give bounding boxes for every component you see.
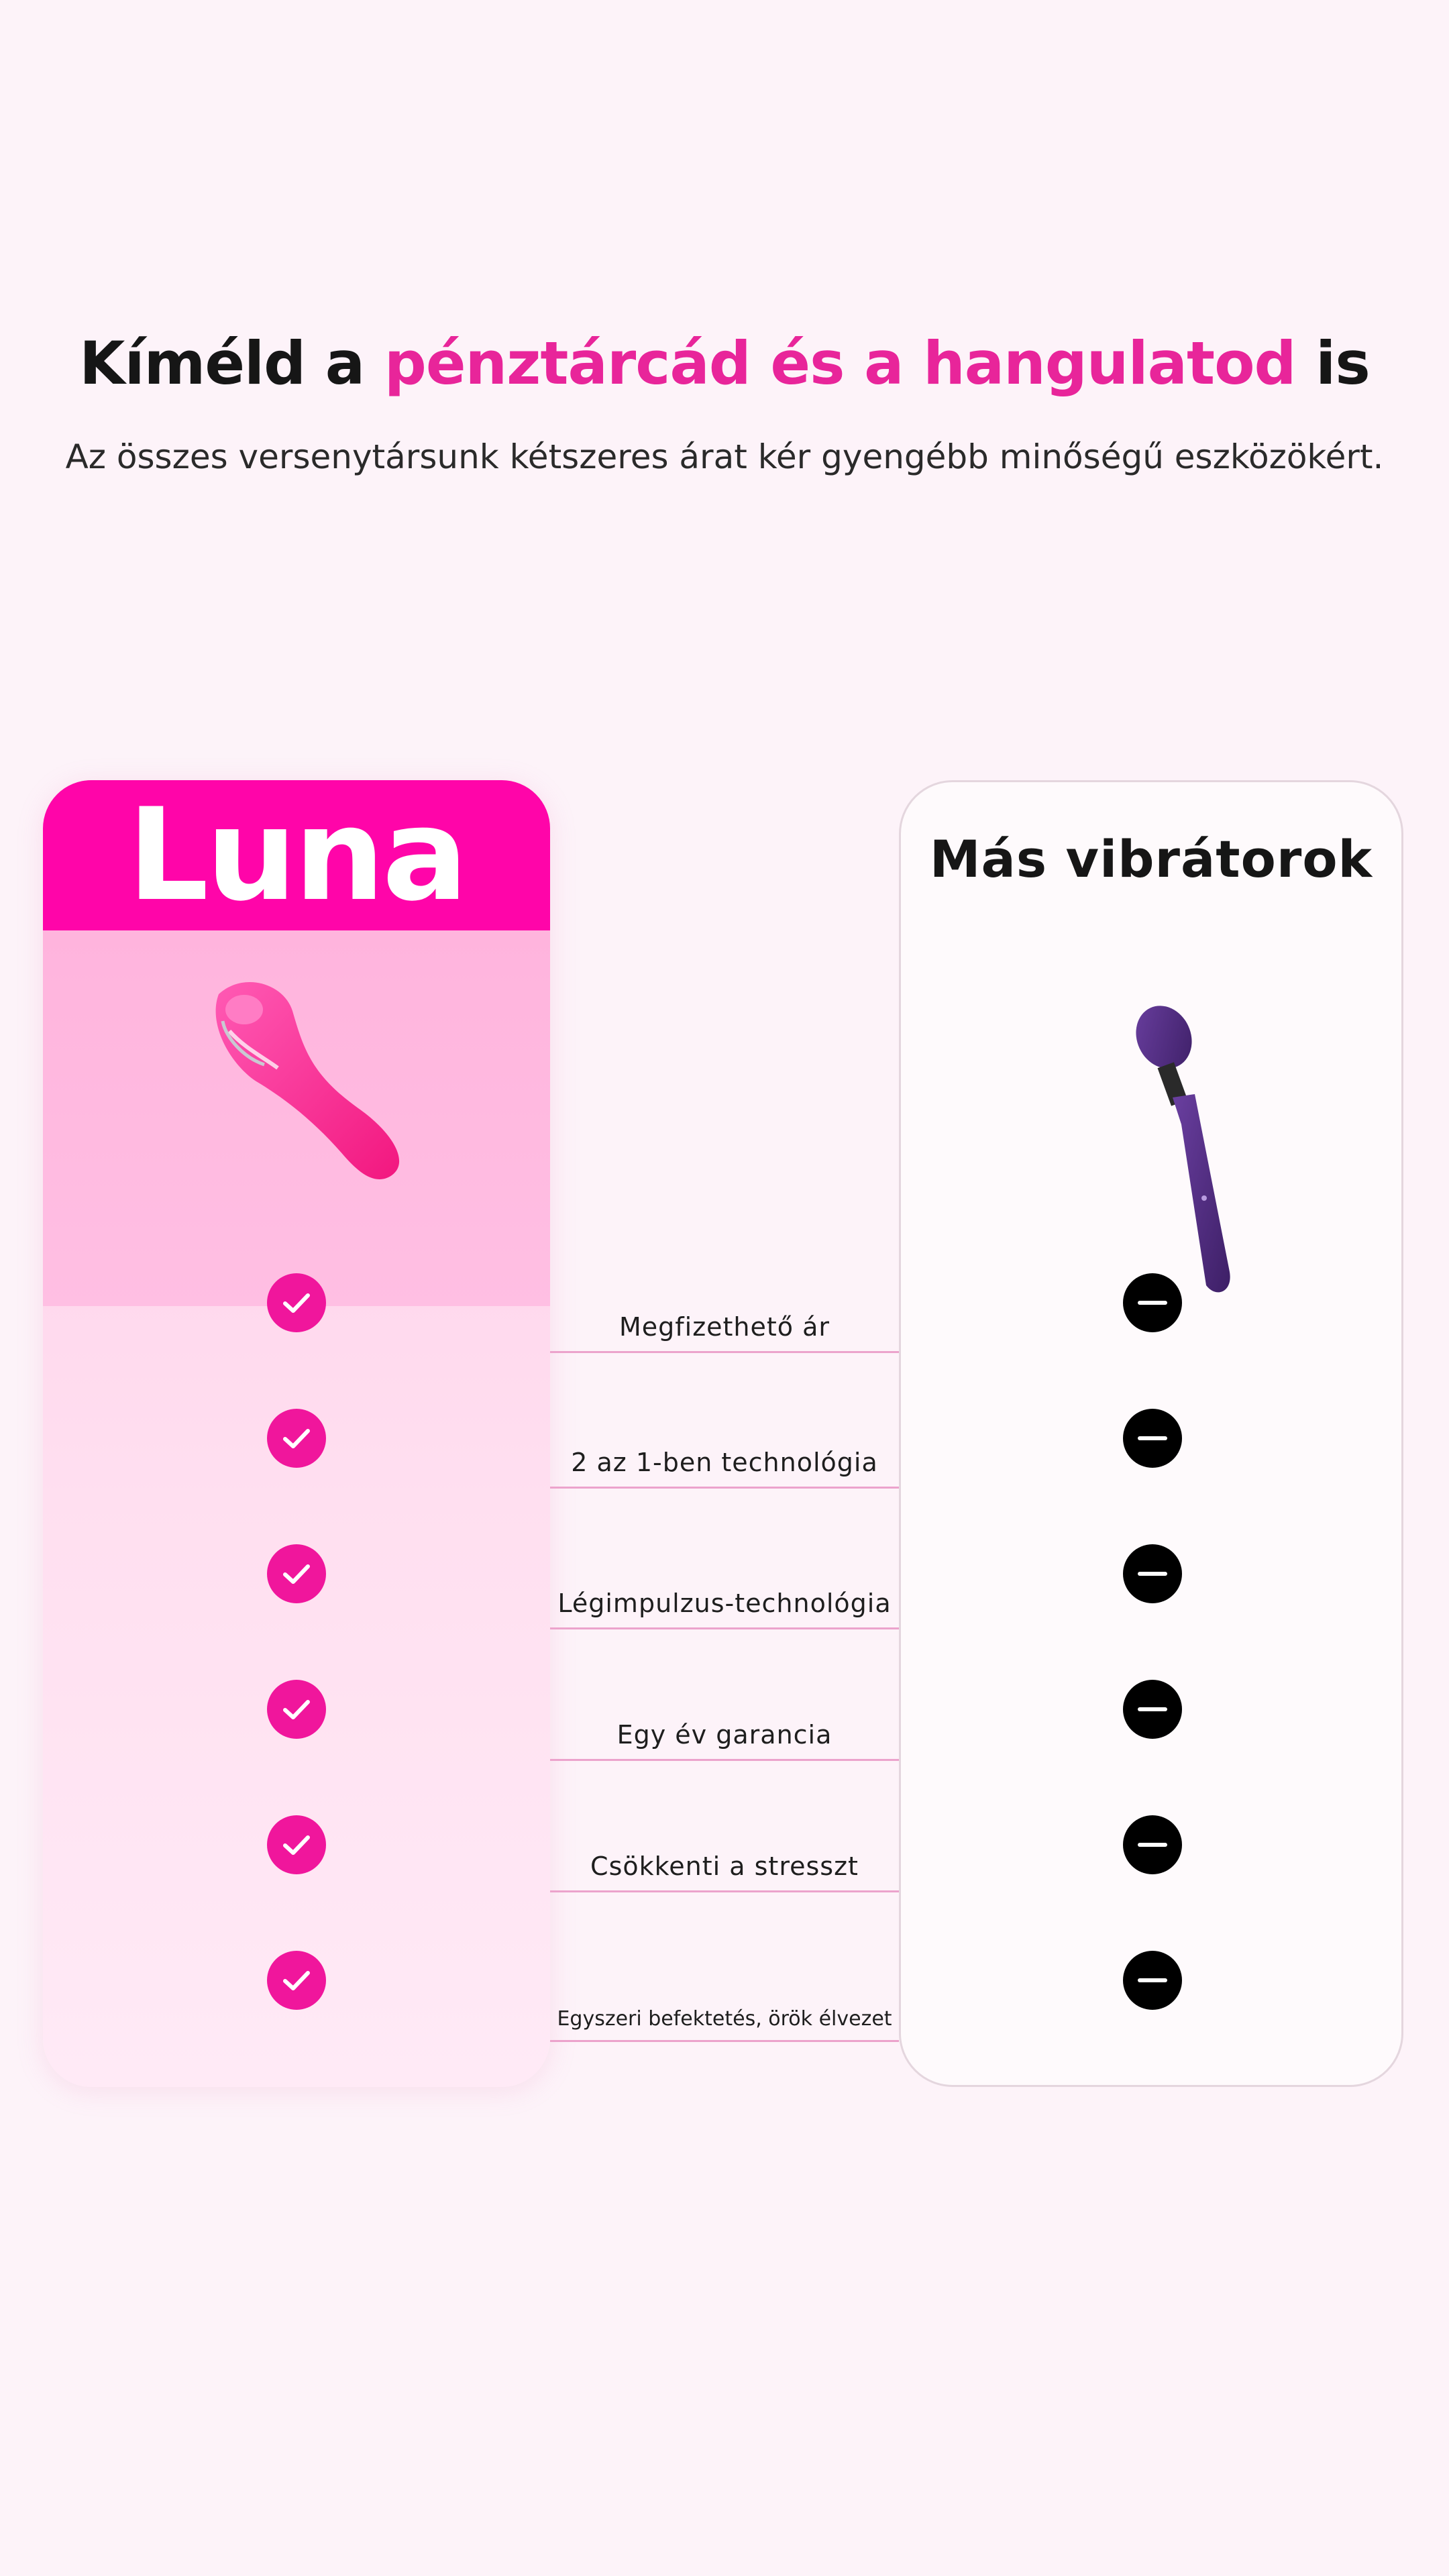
luna-check-icon-3 <box>267 1544 326 1603</box>
other-product-image <box>901 930 1401 1332</box>
feature-label-3: Légimpulzus-technológia <box>550 1589 899 1629</box>
luna-image-band <box>43 930 550 1306</box>
other-minus-icon-6 <box>1123 1951 1182 2010</box>
other-minus-icon-3 <box>1123 1544 1182 1603</box>
luna-check-icon-2 <box>267 1409 326 1468</box>
luna-check-icon-5 <box>267 1815 326 1874</box>
headline-accent: pénztárcád és a hangulatod <box>384 329 1296 398</box>
luna-check-icon-1 <box>267 1273 326 1332</box>
feature-label-5: Csökkenti a stresszt <box>550 1851 899 1892</box>
luna-check-icon-6 <box>267 1951 326 2010</box>
headline-suffix: is <box>1316 329 1370 398</box>
other-minus-icon-4 <box>1123 1680 1182 1739</box>
feature-label-1: Megfizethető ár <box>550 1312 899 1353</box>
feature-label-6: Egyszeri befektetés, örök élvezet <box>550 2007 899 2042</box>
feature-label-4: Egy év garancia <box>550 1720 899 1761</box>
page-headline <box>0 329 1449 398</box>
other-title: Más vibrátorok <box>929 829 1373 889</box>
other-minus-icon-2 <box>1123 1409 1182 1468</box>
luna-product-image <box>43 930 550 1306</box>
luna-check-icon-4 <box>267 1680 326 1739</box>
feature-label-2: 2 az 1-ben technológia <box>550 1448 899 1489</box>
luna-title: Luna <box>43 780 550 930</box>
page-subtitle: Az összes versenytársunk kétszeres árat kér gyengébb minőségű eszközökért. <box>65 437 1384 476</box>
other-minus-icon-1 <box>1123 1273 1182 1332</box>
headline-prefix: Kíméld a <box>79 329 365 398</box>
other-minus-icon-5 <box>1123 1815 1182 1874</box>
